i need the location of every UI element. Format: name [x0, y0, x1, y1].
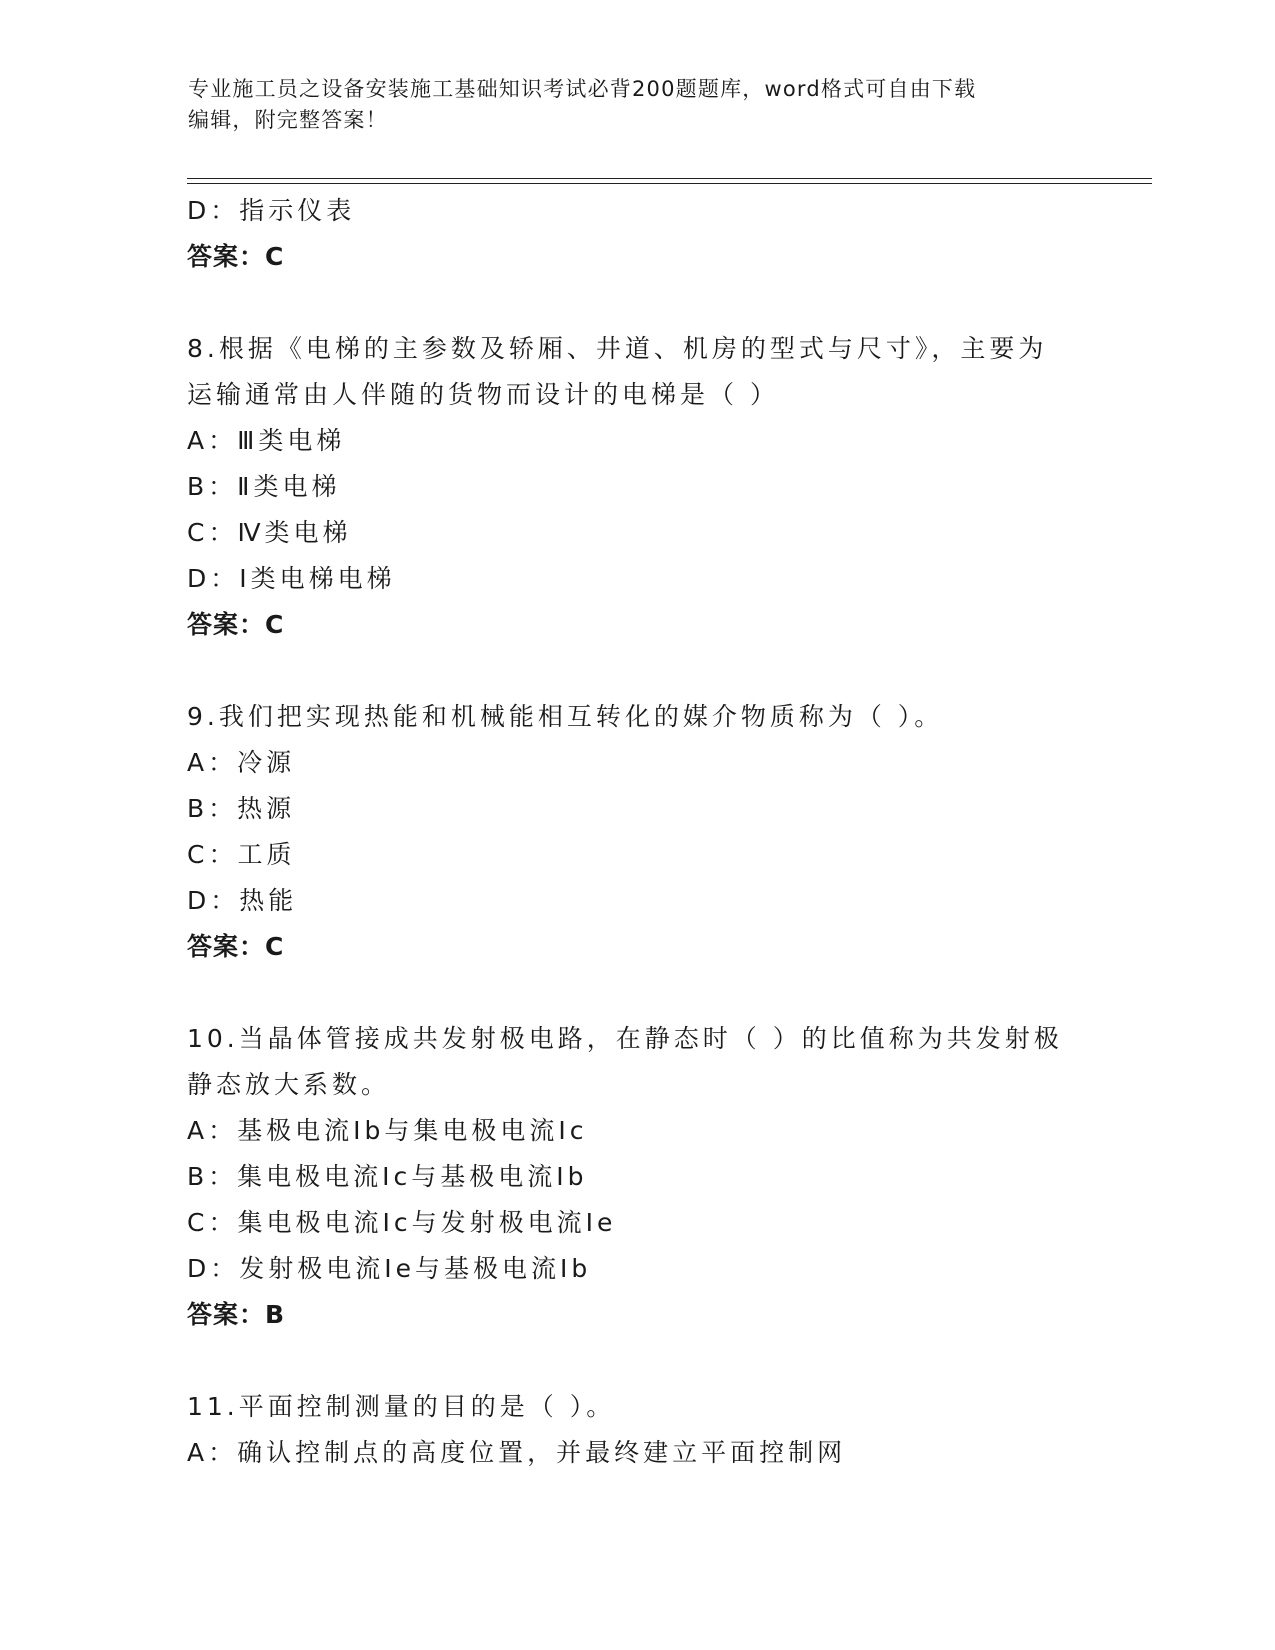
question-9 — [187, 694, 1147, 970]
option-d: D：Ⅰ类电梯电梯 — [187, 564, 396, 593]
question-stem: 8.根据《电梯的主参数及轿厢、井道、机房的型式与尺寸》，主要为 — [187, 334, 1048, 363]
question-list — [187, 188, 1147, 1476]
question-stem: 9.我们把实现热能和机械能相互转化的媒介物质称为（ ）。 — [187, 702, 944, 731]
question-stem: 11.平面控制测量的目的是（ ）。 — [187, 1392, 616, 1421]
spacer — [187, 970, 1147, 1016]
answer: 答案：C — [187, 610, 285, 639]
question-stem-cont: 静态放大系数。 — [187, 1070, 391, 1099]
header-divider-top — [187, 178, 1152, 179]
spacer — [187, 1338, 1147, 1384]
question-stem-cont: 运输通常由人伴随的货物而设计的电梯是（ ） — [187, 380, 779, 409]
header-line-2: 编辑，附完整答案！ — [188, 108, 388, 132]
spacer — [187, 648, 1147, 694]
option-d: D：热能 — [187, 886, 298, 915]
header-line-1: 专业施工员之设备安装施工基础知识考试必背200题题库，word格式可自由下载 — [188, 77, 977, 101]
question-8 — [187, 326, 1147, 648]
answer: 答案：B — [187, 1300, 286, 1329]
prev-answer: 答案：C — [187, 242, 285, 271]
option-b: B：热源 — [187, 794, 296, 823]
option-a: A：冷源 — [187, 748, 296, 777]
header-divider-bottom — [187, 183, 1152, 184]
document-header — [188, 74, 1088, 136]
option-d: D：发射极电流Ie与基极电流Ib — [187, 1254, 592, 1283]
option-a: A：基极电流Ib与集电极电流Ic — [187, 1116, 588, 1145]
answer: 答案：C — [187, 932, 285, 961]
option-c: C：集电极电流Ic与发射极电流Ie — [187, 1208, 617, 1237]
option-a: A：确认控制点的高度位置，并最终建立平面控制网 — [187, 1438, 847, 1467]
question-10 — [187, 1016, 1147, 1338]
option-b: B：集电极电流Ic与基极电流Ib — [187, 1162, 588, 1191]
question-stem: 10.当晶体管接成共发射极电路，在静态时（ ）的比值称为共发射极 — [187, 1024, 1063, 1053]
option-c: C：工质 — [187, 840, 296, 869]
option-c: C：Ⅳ类电梯 — [187, 518, 352, 547]
question-11 — [187, 1384, 1147, 1476]
option-a: A：Ⅲ类电梯 — [187, 426, 346, 455]
spacer — [187, 280, 1147, 326]
option-b: B：Ⅱ类电梯 — [187, 472, 341, 501]
prev-option-d: D：指示仪表 — [187, 196, 356, 225]
